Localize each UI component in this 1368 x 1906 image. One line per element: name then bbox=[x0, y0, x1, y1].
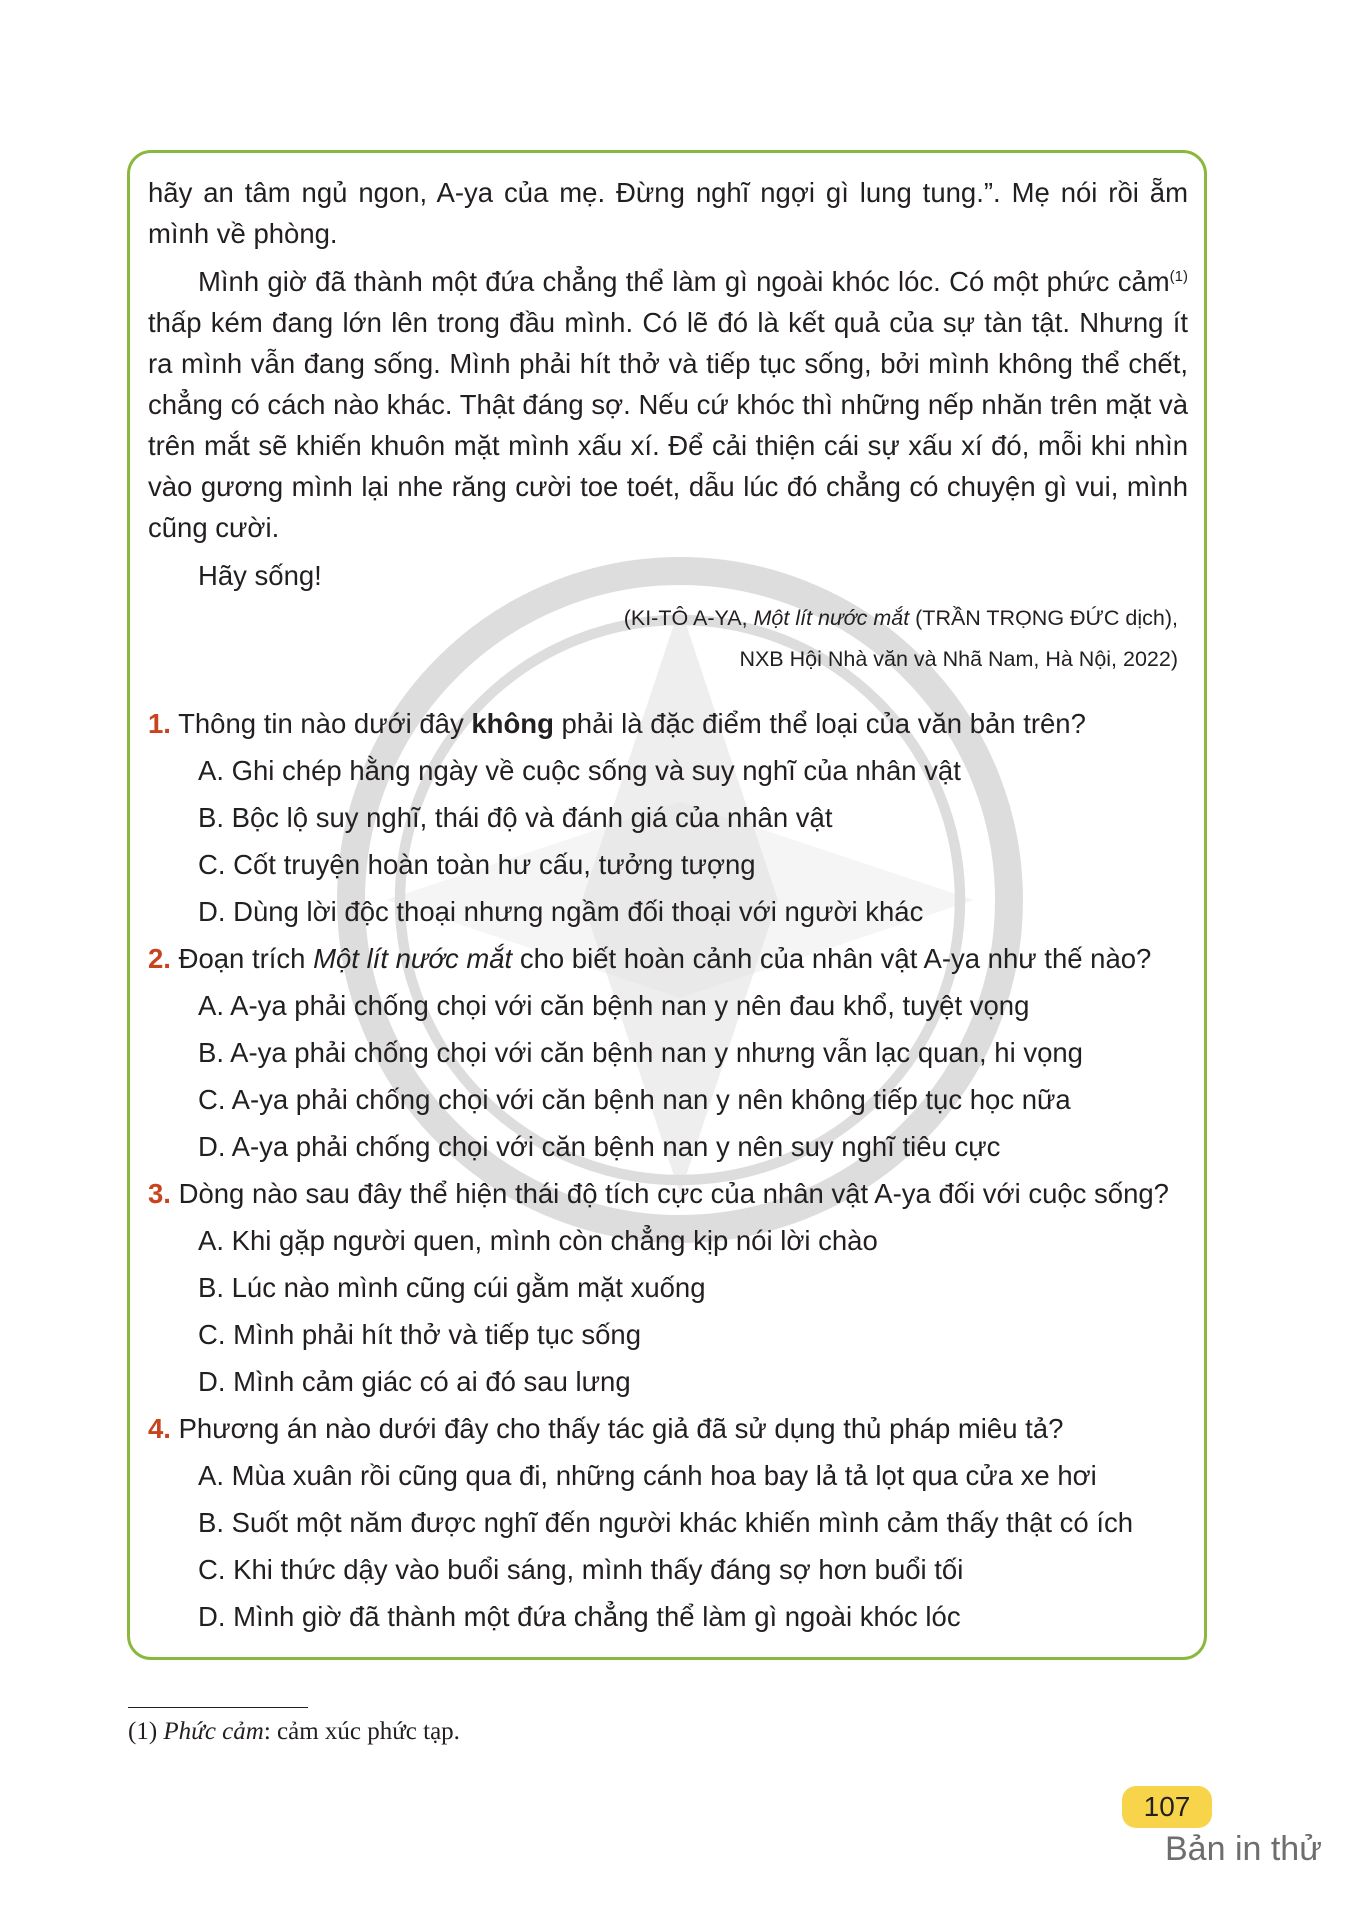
question-text: phải là đặc điểm thể loại của văn bản trên? bbox=[553, 708, 1086, 739]
question-1-option-b: B. Bộc lộ suy nghĩ, thái độ và đánh giá của nhân vật bbox=[198, 802, 833, 833]
footnote-number: (1) bbox=[128, 1718, 164, 1745]
question-4-option-b: B. Suốt một năm được nghĩ đến người khác khiến mình cảm thấy thật có ích bbox=[198, 1507, 1134, 1538]
question-2-option-a: A. A-ya phải chống chọi với căn bệnh nan y nên đau khổ, tuyệt vọng bbox=[198, 990, 1030, 1021]
question-number: 1. bbox=[148, 708, 171, 739]
question-number: 4. bbox=[148, 1413, 171, 1444]
question-4-option-a: A. Mùa xuân rồi cũng qua đi, những cánh hoa bay lả tả lọt qua cửa xe hơi bbox=[198, 1460, 1097, 1491]
question-3-option-a: A. Khi gặp người quen, mình còn chẳng kịp nói lời chào bbox=[198, 1225, 878, 1256]
question-emphasis: không bbox=[471, 708, 554, 739]
proof-label: Bản in thử bbox=[1165, 1830, 1322, 1868]
source-citation-line-1 bbox=[148, 598, 1188, 639]
source-author: (KI-TÔ A-YA, bbox=[623, 606, 754, 630]
footnote-definition: : cảm xúc phức tạp. bbox=[263, 1718, 460, 1745]
page-number-badge: 107 bbox=[1122, 1786, 1212, 1828]
passage-paragraph-3: Hãy sống! bbox=[198, 560, 322, 591]
source-title: Một lít nước mắt bbox=[753, 606, 910, 630]
question-3 bbox=[148, 1170, 1188, 1217]
question-3-option-c: C. Mình phải hít thở và tiếp tục sống bbox=[198, 1319, 641, 1350]
question-list bbox=[148, 700, 1188, 1640]
question-2-option-b: B. A-ya phải chống chọi với căn bệnh nan y nhưng vẫn lạc quan, hi vọng bbox=[198, 1037, 1083, 1068]
question-emphasis: Một lít nước mắt bbox=[313, 943, 513, 974]
question-1-option-d: D. Dùng lời độc thoại nhưng ngầm đối thoại với người khác bbox=[198, 896, 924, 927]
footnote bbox=[128, 1718, 460, 1746]
footnote-term: Phức cảm bbox=[163, 1718, 264, 1745]
question-text: Phương án nào dưới đây cho thấy tác giả đã sử dụng thủ pháp miêu tả? bbox=[170, 1413, 1064, 1444]
question-3-option-d: D. Mình cảm giác có ai đó sau lưng bbox=[198, 1366, 631, 1397]
question-2-option-c: C. A-ya phải chống chọi với căn bệnh nan y nên không tiếp tục học nữa bbox=[198, 1084, 1071, 1115]
page-content bbox=[148, 172, 1188, 1640]
question-text: Đoạn trích bbox=[170, 943, 314, 974]
question-number: 3. bbox=[148, 1178, 171, 1209]
source-citation-line-2: NXB Hội Nhà văn và Nhã Nam, Hà Nội, 2022) bbox=[739, 647, 1178, 671]
question-text: cho biết hoàn cảnh của nhân vật A-ya như thế nào? bbox=[512, 943, 1152, 974]
question-2-option-d: D. A-ya phải chống chọi với căn bệnh nan y nên suy nghĩ tiêu cực bbox=[198, 1131, 1001, 1162]
question-1-option-a: A. Ghi chép hằng ngày về cuộc sống và suy nghĩ của nhân vật bbox=[198, 755, 961, 786]
question-1-option-c: C. Cốt truyện hoàn toàn hư cấu, tưởng tượng bbox=[198, 849, 756, 880]
question-4 bbox=[148, 1405, 1188, 1452]
footnote-marker: (1) bbox=[1169, 268, 1188, 285]
question-2 bbox=[148, 935, 1188, 982]
question-3-option-b: B. Lúc nào mình cũng cúi gằm mặt xuống bbox=[198, 1272, 706, 1303]
passage-paragraph-1: hãy an tâm ngủ ngon, A-ya của mẹ. Đừng nghĩ ngợi gì lung tung.”. Mẹ nói rồi ẵm mình về phòng. bbox=[148, 177, 1188, 249]
question-text: Thông tin nào dưới đây bbox=[170, 708, 472, 739]
footnote-divider bbox=[128, 1707, 308, 1708]
question-1 bbox=[148, 700, 1188, 747]
passage-paragraph-2-end: thấp kém đang lớn lên trong đầu mình. Có lẽ đó là kết quả của sự tàn tật. Nhưng ít ra mình vẫn đang sống. Mình phải hít thở và tiếp tục sống, bởi mình không thể chết, chẳng có cách nào khác. Thật đáng sợ. Nếu cứ khóc thì những nếp nhăn trên mặt và trên mắt sẽ khiến khuôn mặt mình xấu xí. Để cải thiện cái sự xấu xí đó, mỗi khi nhìn vào gương mình lại nhe răng cười toe toét, dẫu lúc đó chẳng có chuyện gì vui, mình cũng cười. bbox=[148, 307, 1188, 543]
question-4-option-d: D. Mình giờ đã thành một đứa chẳng thể làm gì ngoài khóc lóc bbox=[198, 1601, 961, 1632]
passage-paragraph-2-start: Mình giờ đã thành một đứa chẳng thể làm gì ngoài khóc lóc. Có một phức cảm bbox=[198, 266, 1170, 297]
question-number: 2. bbox=[148, 943, 171, 974]
question-text: Dòng nào sau đây thể hiện thái độ tích cực của nhân vật A-ya đối với cuộc sống? bbox=[170, 1178, 1169, 1209]
passage-paragraph-2 bbox=[148, 261, 1188, 548]
question-4-option-c: C. Khi thức dậy vào buổi sáng, mình thấy đáng sợ hơn buổi tối bbox=[198, 1554, 964, 1585]
source-translator: (TRẦN TRỌNG ĐỨC dịch), bbox=[909, 606, 1178, 630]
